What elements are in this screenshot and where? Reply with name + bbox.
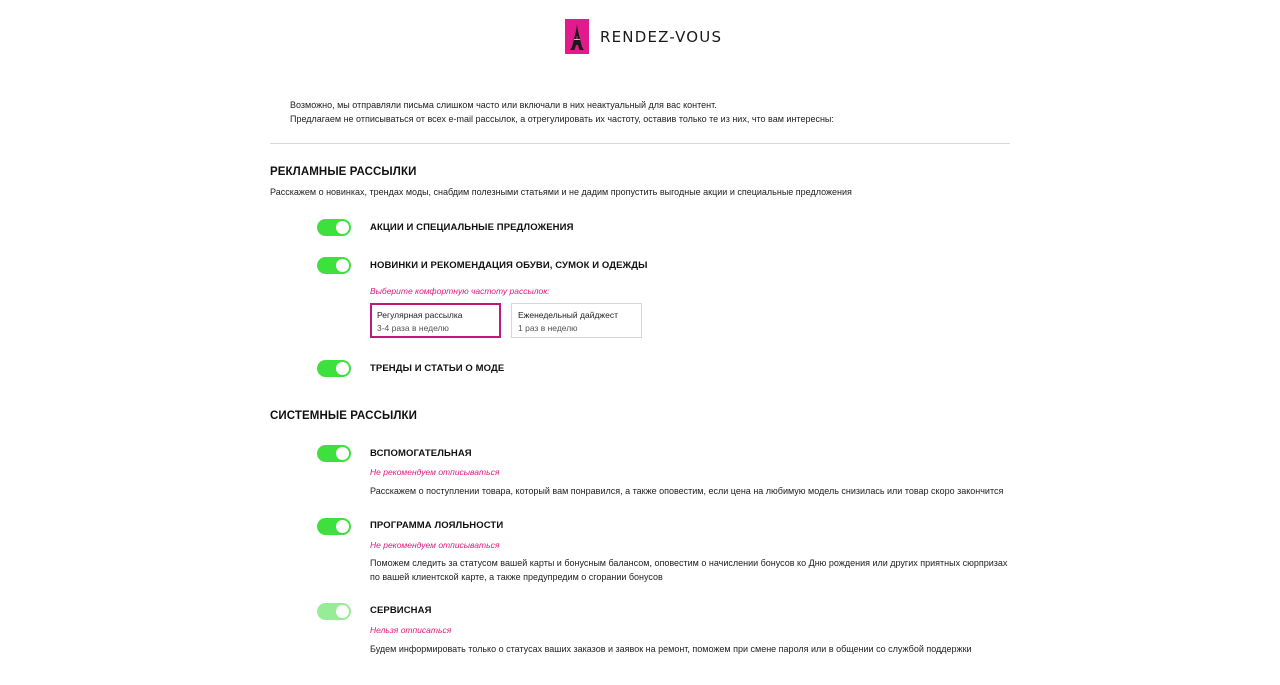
- item-new-arrivals-label: НОВИНКИ И РЕКОМЕНДАЦИЯ ОБУВИ, СУМОК И ОДЕЖДЫ: [370, 260, 648, 271]
- item-loyalty-label: ПРОГРАММА ЛОЯЛЬНОСТИ: [370, 520, 504, 531]
- intro-text: [290, 98, 1010, 126]
- item-loyalty-description: Поможем следить за статусом вашей карты и бонусным балансом, оповестим о начислении бонусов ко Дню рождения или других приятных сюрпризах по вашей клиентской карте, а также предупредим о сгорании бонусов: [370, 558, 1008, 582]
- item-auxiliary-description: Расскажем о поступлении товара, который вам понравился, а также оповестим, если цена на любимую модель снизилась или товар скоро закончится: [370, 486, 1004, 496]
- toggle-loyalty-program[interactable]: [317, 518, 351, 535]
- toggle-promotions[interactable]: [317, 219, 351, 236]
- toggle-knob: [336, 605, 349, 618]
- toggle-auxiliary[interactable]: [317, 445, 351, 462]
- toggle-service: [317, 603, 351, 620]
- toggle-knob: [336, 362, 349, 375]
- promo-section-description: Расскажем о новинках, трендах моды, снабдим полезными статьями и не дадим пропустить выгодные акции и специальные предложения: [270, 187, 852, 197]
- toggle-trends[interactable]: [317, 360, 351, 377]
- frequency-prompt: Выберите комфортную частоту рассылок:: [370, 286, 550, 296]
- toggle-knob: [336, 259, 349, 272]
- brand-logo[interactable]: [565, 19, 722, 54]
- item-auxiliary-label: ВСПОМОГАТЕЛЬНАЯ: [370, 448, 472, 459]
- item-service-label: СЕРВИСНАЯ: [370, 605, 432, 616]
- promo-section-title: РЕКЛАМНЫЕ РАССЫЛКИ: [270, 166, 417, 178]
- frequency-option-name: Регулярная рассылка: [377, 310, 463, 320]
- item-service-note: Нельзя отписаться: [370, 625, 452, 635]
- item-service-description: Будем информировать только о статусах ваших заказов и заявок на ремонт, поможем при смене пароля или в общении со службой поддержки: [370, 644, 972, 654]
- toggle-knob: [336, 520, 349, 533]
- item-trends-label: ТРЕНДЫ И СТАТЬИ О МОДЕ: [370, 363, 505, 374]
- frequency-option-name: Еженедельный дайджест: [518, 310, 618, 320]
- divider: [270, 143, 1010, 144]
- toggle-new-arrivals[interactable]: [317, 257, 351, 274]
- toggle-knob: [336, 221, 349, 234]
- intro-line-1: Возможно, мы отправляли письма слишком часто или включали в них неактуальный для вас контент.: [290, 100, 717, 110]
- item-loyalty-note: Не рекомендуем отписываться: [370, 540, 500, 550]
- item-auxiliary-note: Не рекомендуем отписываться: [370, 467, 500, 477]
- eiffel-tower-icon: [565, 19, 589, 54]
- brand-name: RENDEZ-VOUS: [600, 27, 723, 46]
- system-section-title: СИСТЕМНЫЕ РАССЫЛКИ: [270, 410, 417, 422]
- frequency-option-regular[interactable]: [370, 303, 501, 338]
- toggle-knob: [336, 447, 349, 460]
- frequency-option-detail: 3-4 раза в неделю: [377, 323, 449, 333]
- frequency-option-weekly-digest[interactable]: [511, 303, 642, 338]
- item-promotions-label: АКЦИИ И СПЕЦИАЛЬНЫЕ ПРЕДЛОЖЕНИЯ: [370, 222, 574, 233]
- frequency-option-detail: 1 раз в неделю: [518, 323, 578, 333]
- intro-line-2: Предлагаем не отписываться от всех e-mail рассылок, а отрегулировать их частоту, оставив только те из них, что вам интересны:: [290, 114, 834, 124]
